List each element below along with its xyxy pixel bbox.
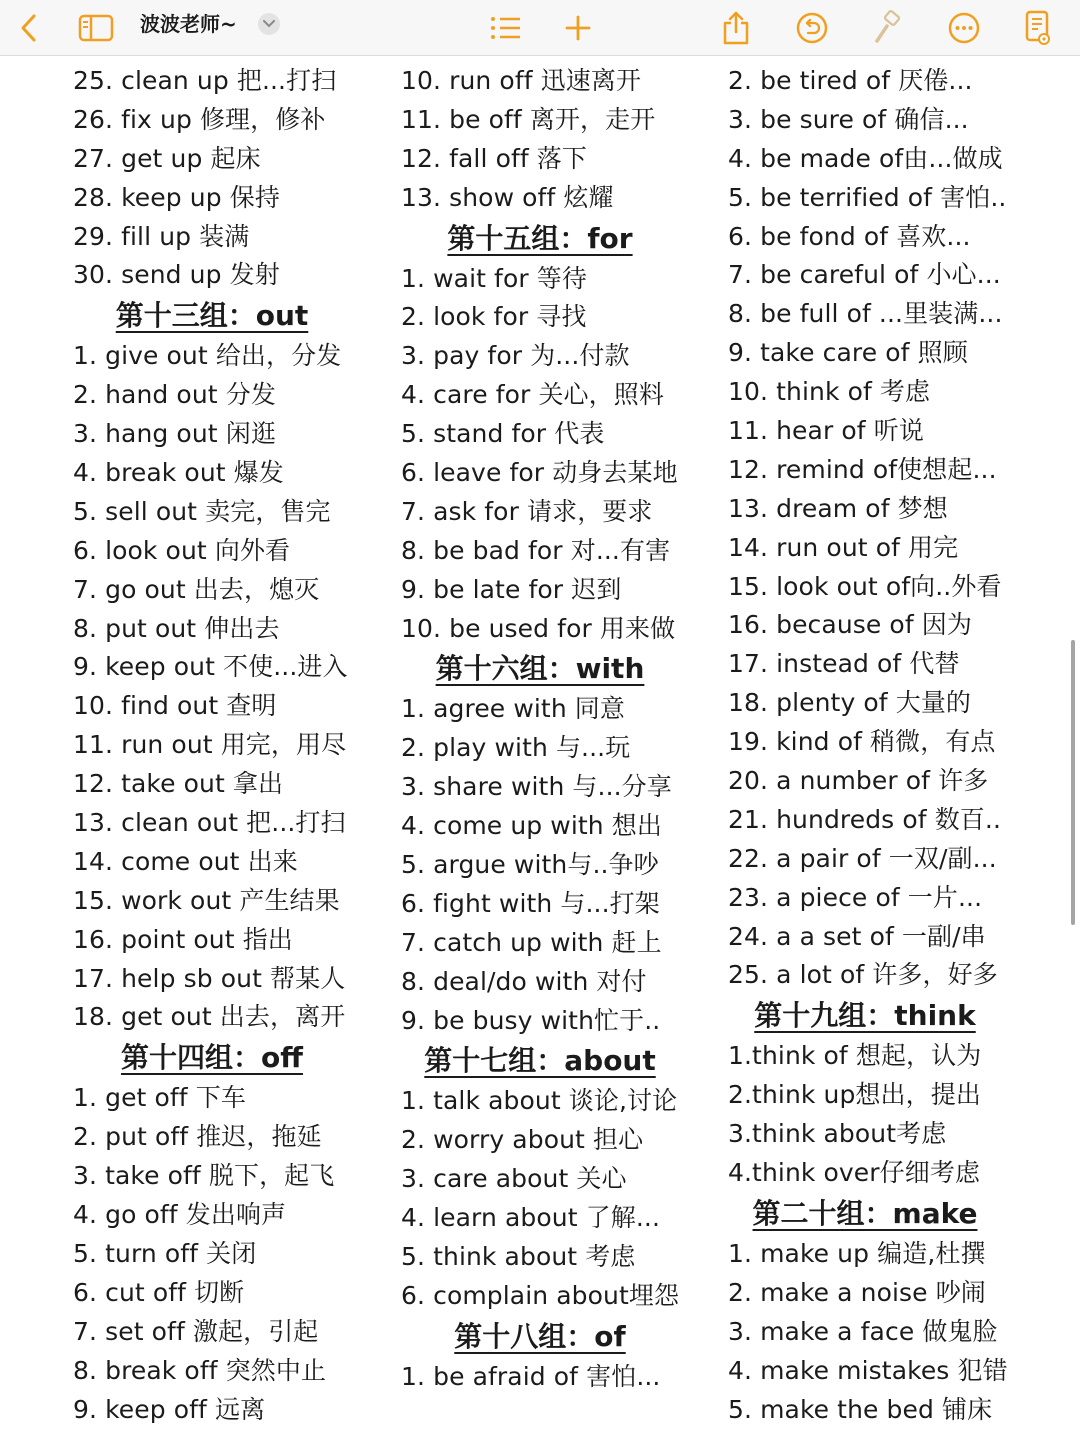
group-heading (728, 995, 1002, 1037)
phrase-line: 30. send up 发射 (73, 260, 280, 290)
phrase-line: 5. argue with与..争吵 (401, 850, 659, 880)
phrase-line: 4. care for 关心，照料 (401, 380, 664, 410)
phrase-line: 29. fill up 装满 (73, 221, 250, 251)
phrase-line: 4. come up with 想出 (401, 811, 662, 841)
phrase-line: 1. agree with 同意 (401, 694, 626, 724)
phrase-line: 3. hang out 闲逛 (73, 419, 276, 449)
document-settings-icon[interactable] (1020, 8, 1056, 48)
phrase-line: 6. look out 向外看 (73, 535, 291, 565)
phrase-line: 12. fall off 落下 (401, 143, 588, 173)
phrase-line: 17. instead of 代替 (728, 649, 960, 679)
phrase-line: 5. sell out 卖完，售完 (73, 496, 331, 526)
phrase-line: 3. take off 脱下，起飞 (73, 1161, 335, 1191)
phrase-line: 9. keep out 不使...进入 (73, 652, 348, 682)
phrase-line: 25. clean up 把...打扫 (73, 66, 337, 95)
phrase-line: 18. get out 出去，离开 (73, 1002, 346, 1032)
phrase-line: 24. a a set of 一副/串 (728, 921, 986, 951)
phrase-line: 19. kind of 稍微，有点 (728, 727, 996, 757)
group-heading (73, 1037, 351, 1079)
phrase-line: 15. look out of向..外看 (728, 571, 1002, 601)
phrase-line: 7. be careful of 小心... (728, 260, 1001, 290)
list-icon[interactable] (486, 8, 526, 48)
phrase-line: 7. ask for 请求，要求 (401, 496, 653, 526)
back-chevron-icon[interactable] (10, 8, 46, 48)
phrase-line: 1. be afraid of 害怕... (401, 1361, 661, 1391)
phrase-line: 4.think over仔细考虑 (728, 1158, 981, 1188)
phrase-line: 4. break out 爆发 (73, 458, 284, 488)
text-column-3 (728, 62, 1028, 1429)
phrase-line: 8. put out 伸出去 (73, 613, 280, 643)
phrase-line: 11. run out 用完，用尽 (73, 730, 347, 760)
phrase-line: 15. work out 产生结果 (73, 885, 340, 915)
brush-icon[interactable] (868, 8, 908, 48)
vertical-scrollbar[interactable] (1071, 640, 1075, 925)
more-icon[interactable] (944, 8, 984, 48)
phrase-line: 10. run off 迅速离开 (401, 66, 642, 95)
phrase-line: 9. take care of 照顾 (728, 338, 968, 368)
phrase-line: 7. catch up with 赶上 (401, 927, 662, 957)
phrase-line: 4. make mistakes 犯错 (728, 1355, 1008, 1385)
group-heading (401, 218, 679, 260)
phrase-line: 13. show off 炫耀 (401, 182, 614, 212)
group-heading-text: 第十七组：about (424, 1044, 656, 1078)
phrase-line: 10. be used for 用来做 (401, 613, 676, 643)
group-heading (401, 648, 679, 690)
phrase-line: 17. help sb out 帮某人 (73, 963, 346, 993)
phrase-line: 10. find out 查明 (73, 691, 277, 721)
phrase-line: 22. a pair of 一双/副... (728, 843, 997, 873)
phrase-line: 13. dream of 梦想 (728, 493, 948, 523)
group-heading (401, 1040, 679, 1082)
phrase-line: 18. plenty of 大量的 (728, 688, 972, 718)
phrase-line: 1. get off 下车 (73, 1083, 246, 1113)
group-heading (401, 1316, 679, 1358)
phrase-line: 3. be sure of 确信... (728, 104, 969, 134)
phrase-line: 3. make a face 做鬼脸 (728, 1316, 998, 1346)
phrase-line: 8. deal/do with 对付 (401, 966, 647, 996)
phrase-line: 26. fix up 修理，修补 (73, 104, 326, 134)
phrase-line: 6. cut off 切断 (73, 1277, 245, 1307)
phrase-line: 13. clean out 把...打扫 (73, 808, 346, 838)
phrase-line: 7. go out 出去，熄灭 (73, 574, 320, 604)
phrase-line: 3.think about考虑 (728, 1119, 947, 1149)
phrase-line: 12. remind of使想起... (728, 454, 997, 484)
phrase-line: 5. make the bed 铺床 (728, 1394, 993, 1424)
phrase-line: 5. be terrified of 害怕.. (728, 182, 1007, 212)
phrase-line: 1. talk about 谈论,讨论 (401, 1086, 678, 1116)
document-title[interactable]: 波波老师~ (140, 12, 237, 36)
phrase-line: 4. learn about 了解... (401, 1203, 660, 1233)
phrase-line: 2. be tired of 厌倦... (728, 66, 973, 95)
group-heading-text: 第二十组：make (752, 1196, 978, 1230)
phrase-line: 16. point out 指出 (73, 924, 293, 954)
text-column-2 (401, 62, 701, 1397)
phrase-line: 4. be made of由...做成 (728, 143, 1003, 173)
phrase-line: 6. fight with 与...打架 (401, 888, 660, 918)
phrase-line: 28. keep up 保持 (73, 182, 280, 212)
phrase-line: 4. go off 发出响声 (73, 1200, 287, 1230)
phrase-line: 5. think about 考虑 (401, 1242, 636, 1272)
text-column-1 (73, 62, 373, 1429)
chevron-down-icon[interactable] (258, 13, 280, 35)
phrase-line: 2. make a noise 吵闹 (728, 1277, 986, 1307)
phrase-line: 11. hear of 听说 (728, 416, 924, 446)
phrase-line: 6. be fond of 喜欢... (728, 221, 971, 251)
group-heading-text: 第十六组：with (435, 652, 645, 686)
group-heading (728, 1193, 1002, 1235)
phrase-line: 8. be full of ...里装满... (728, 299, 1003, 329)
phrase-line: 1. make up 编造,杜撰 (728, 1238, 986, 1268)
phrase-line: 25. a lot of 许多，好多 (728, 960, 998, 990)
phrase-line: 5. stand for 代表 (401, 419, 605, 449)
phrase-line: 23. a piece of 一片... (728, 882, 983, 912)
phrase-line: 1. wait for 等待 (401, 263, 587, 293)
phrase-line: 8. be bad for 对...有害 (401, 535, 671, 565)
phrase-line: 2. worry about 担心 (401, 1125, 644, 1155)
undo-icon[interactable] (792, 8, 832, 48)
phrase-line: 8. break off 突然中止 (73, 1355, 327, 1385)
group-heading-text: 第十三组：out (115, 299, 309, 333)
share-icon[interactable] (718, 8, 754, 48)
group-heading (73, 295, 351, 337)
phrase-line: 2. hand out 分发 (73, 380, 276, 410)
phrase-line: 6. complain about埋怨 (401, 1280, 680, 1310)
group-heading-text: 第十五组：for (447, 221, 633, 255)
group-heading-text: 第十九组：think (754, 999, 976, 1033)
phrase-line: 2. play with 与...玩 (401, 733, 631, 763)
phrase-line: 14. run out of 用完 (728, 532, 959, 562)
phrase-line: 11. be off 离开，走开 (401, 104, 656, 134)
phrase-line: 3. pay for 为...付款 (401, 341, 630, 371)
phrase-line: 10. think of 考虑 (728, 377, 931, 407)
plus-icon[interactable] (560, 8, 596, 48)
group-heading-text: 第十八组：of (454, 1319, 626, 1353)
group-heading-text: 第十四组：off (121, 1041, 303, 1075)
sidebar-icon[interactable] (76, 8, 116, 48)
phrase-line: 1.think of 想起，认为 (728, 1041, 982, 1071)
phrase-line: 21. hundreds of 数百.. (728, 804, 1001, 834)
phrase-line: 7. set off 激起，引起 (73, 1316, 319, 1346)
phrase-line: 12. take out 拿出 (73, 769, 284, 799)
phrase-line: 14. come out 出来 (73, 846, 298, 876)
phrase-line: 2. put off 推迟，拖延 (73, 1122, 322, 1152)
phrase-line: 9. be busy with忙于.. (401, 1005, 661, 1035)
phrase-line: 2. look for 寻找 (401, 302, 587, 332)
phrase-line: 16. because of 因为 (728, 610, 972, 640)
phrase-line: 9. be late for 迟到 (401, 574, 622, 604)
phrase-line: 9. keep off 远离 (73, 1394, 266, 1424)
phrase-line: 1. give out 给出，分发 (73, 341, 342, 371)
phrase-line: 3. share with 与...分享 (401, 772, 672, 802)
phrase-line: 3. care about 关心 (401, 1164, 627, 1194)
phrase-line: 6. leave for 动身去某地 (401, 458, 678, 488)
phrase-line: 2.think up想出，提出 (728, 1080, 981, 1110)
phrase-line: 5. turn off 关闭 (73, 1238, 257, 1268)
top-toolbar (0, 0, 1080, 56)
phrase-line: 20. a number of 许多 (728, 766, 989, 796)
phrase-line: 27. get up 起床 (73, 143, 261, 173)
